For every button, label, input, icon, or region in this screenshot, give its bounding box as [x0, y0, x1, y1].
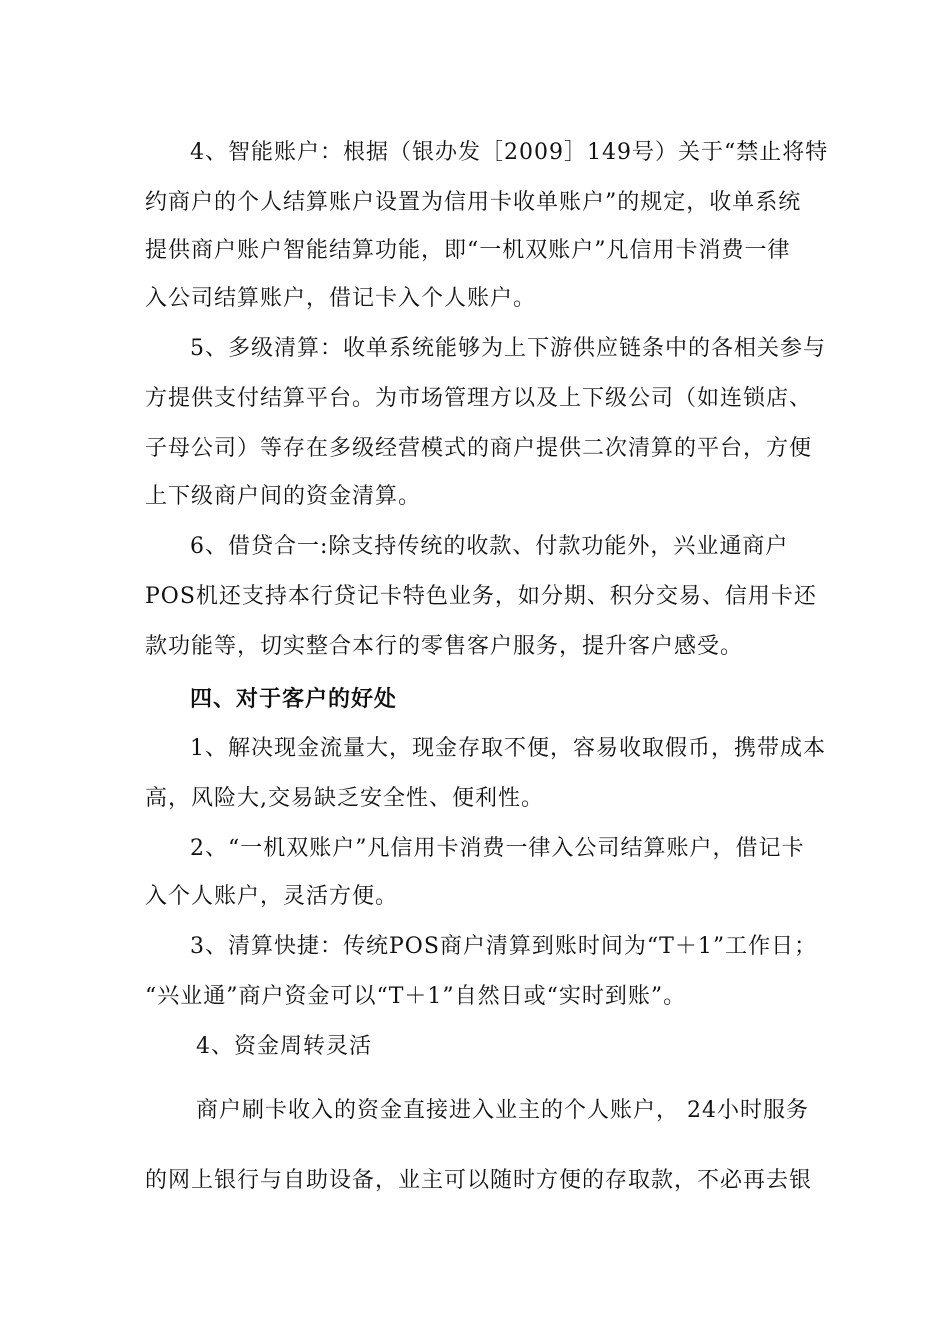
paragraph-line: 方提供支付结算平台。为市场管理方以及上下级公司（如连锁店、: [145, 386, 813, 411]
paragraph-line: 约商户的个人结算账户设置为信用卡收单账户”的规定，收单系统: [145, 190, 802, 215]
paragraph-line: “兴业通”商户资金可以“T＋1”自然日或“实时到账”。: [145, 984, 687, 1009]
paragraph-line: 的网上银行与自助设备，业主可以随时方便的存取款，不必再去银: [145, 1168, 813, 1193]
paragraph-line: 4、智能账户：根据（银办发［2009］149号）关于“禁止将特: [190, 140, 829, 165]
paragraph-line: 1、解决现金流量大，现金存取不便，容易收取假币，携带成本: [190, 736, 826, 761]
paragraph-line: 5、多级清算：收单系统能够为上下游供应链条中的各相关参与: [190, 336, 826, 361]
paragraph-line: 商户刷卡收入的资金直接进入业主的个人账户， 24小时服务: [196, 1098, 809, 1123]
section-heading: 四、对于客户的好处: [190, 686, 398, 712]
paragraph-line: 入个人账户，灵活方便。: [145, 884, 399, 909]
paragraph-line: 2、“一机双账户”凡信用卡消费一律入公司结算账户，借记卡: [190, 836, 805, 861]
paragraph-line: 高，风险大,交易缺乏安全性、便利性。: [145, 786, 544, 811]
paragraph-line: POS机还支持本行贷记卡特色业务，如分期、积分交易、信用卡还: [145, 584, 817, 609]
paragraph-line: 上下级商户间的资金清算。: [145, 484, 422, 509]
paragraph-line: 子母公司）等存在多级经营模式的商户提供二次清算的平台，方便: [145, 436, 813, 461]
paragraph-line: 3、清算快捷：传统POS商户清算到账时间为“T＋1”工作日；: [190, 934, 818, 959]
paragraph-line: 4、资金周转灵活: [196, 1034, 372, 1059]
paragraph-line: 提供商户账户智能结算功能，即“一机双账户”凡信用卡消费一律: [145, 238, 791, 263]
paragraph-line: 入公司结算账户，借记卡入个人账户。: [145, 286, 537, 311]
paragraph-line: 款功能等，切实整合本行的零售客户服务，提升客户感受。: [145, 634, 744, 659]
paragraph-line: 6、借贷合一:除支持传统的收款、付款功能外，兴业通商户: [190, 534, 789, 559]
